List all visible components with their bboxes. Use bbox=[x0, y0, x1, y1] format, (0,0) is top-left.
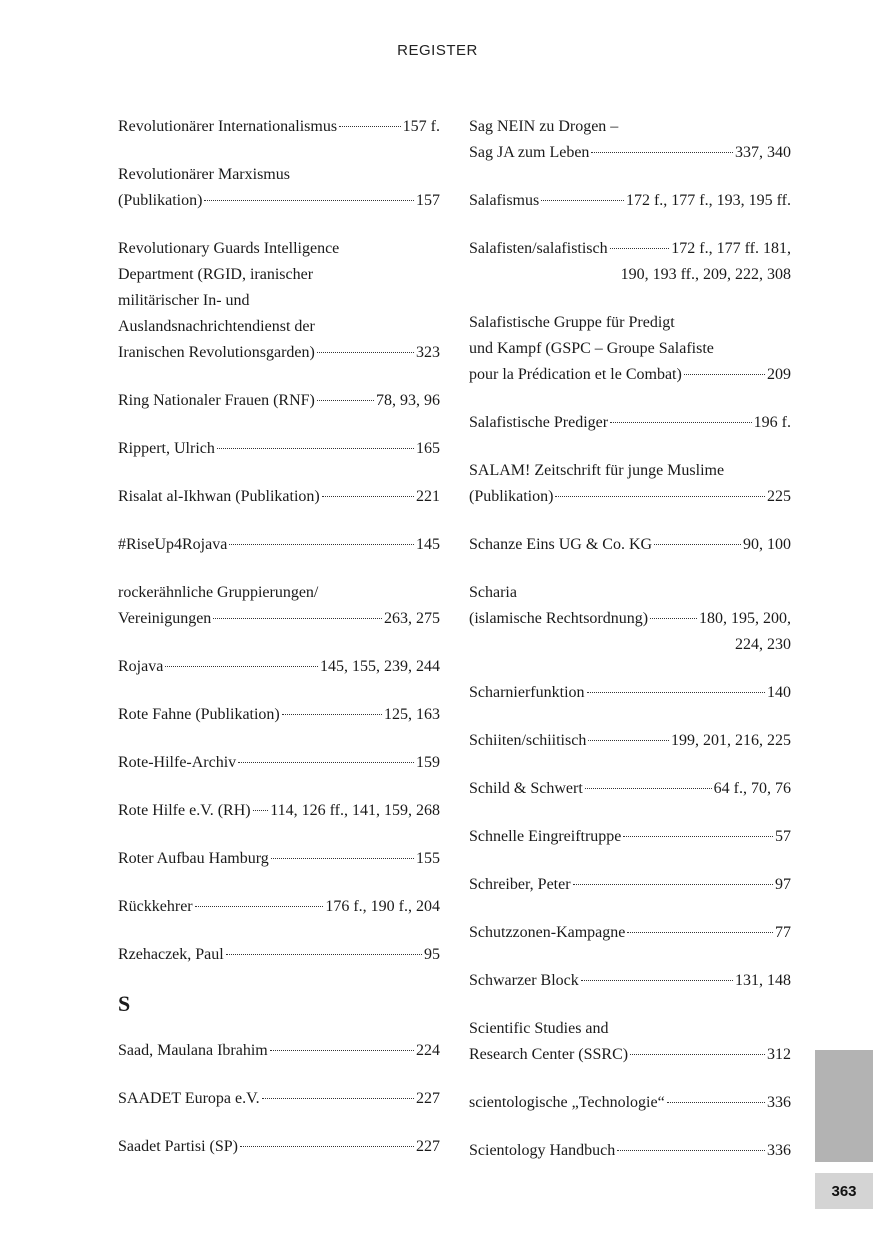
page-references: 336 bbox=[767, 1094, 791, 1111]
index-term: Roter Aufbau Hamburg bbox=[118, 850, 269, 867]
page-references: 165 bbox=[416, 440, 440, 457]
page-references: 227 bbox=[416, 1138, 440, 1155]
index-entry bbox=[118, 798, 440, 824]
dot-leader bbox=[591, 152, 733, 153]
page-references: 172 f., 177 ff. 181, bbox=[671, 240, 791, 257]
page-references: 95 bbox=[424, 946, 440, 963]
dot-leader bbox=[165, 666, 318, 667]
index-term: Schwarzer Block bbox=[469, 972, 579, 989]
index-term-row bbox=[469, 728, 791, 754]
page-references: 97 bbox=[775, 876, 791, 893]
page-references: 125, 163 bbox=[384, 706, 440, 723]
index-term-row bbox=[118, 606, 440, 632]
page-references: 145, 155, 239, 244 bbox=[320, 658, 440, 675]
right-index-column bbox=[469, 114, 791, 1186]
index-term: Vereinigungen bbox=[118, 610, 212, 627]
index-term-line: Revolutionary Guards Intelligence bbox=[118, 240, 340, 257]
index-term-row bbox=[118, 484, 440, 510]
index-term: Scientology Handbuch bbox=[469, 1142, 616, 1159]
index-term: Rückkehrer bbox=[118, 898, 193, 915]
index-entry bbox=[469, 920, 791, 946]
index-entry bbox=[118, 532, 440, 558]
index-entry bbox=[469, 776, 791, 802]
index-term-row bbox=[469, 680, 791, 706]
index-term-row bbox=[118, 798, 440, 824]
page-references: 157 bbox=[416, 192, 440, 209]
dot-leader bbox=[617, 1150, 765, 1151]
index-entry bbox=[469, 236, 791, 288]
index-term: Research Center (SSRC) bbox=[469, 1046, 629, 1063]
dot-leader bbox=[317, 352, 414, 353]
dot-leader bbox=[555, 496, 765, 497]
section-letter: S bbox=[118, 991, 131, 1016]
index-term-row bbox=[118, 532, 440, 558]
dot-leader bbox=[541, 200, 624, 201]
left-index-column bbox=[118, 114, 440, 1182]
index-entry bbox=[469, 1016, 791, 1068]
index-term-row bbox=[469, 776, 791, 802]
dot-leader bbox=[282, 714, 382, 715]
index-term-line: Salafistische Gruppe für Predigt bbox=[469, 314, 675, 331]
page-references: 57 bbox=[775, 828, 791, 845]
index-entry bbox=[469, 188, 791, 214]
index-entry bbox=[469, 114, 791, 166]
dot-leader bbox=[650, 618, 697, 619]
index-term: Rote Hilfe e.V. (RH) bbox=[118, 802, 251, 819]
dot-leader bbox=[213, 618, 382, 619]
index-term: Salafisten/salafistisch bbox=[469, 240, 608, 257]
index-term: Salafismus bbox=[469, 192, 540, 209]
index-entry bbox=[118, 654, 440, 680]
index-term: Rote-Hilfe-Archiv bbox=[118, 754, 237, 771]
dot-leader bbox=[195, 906, 324, 907]
index-term: Schanze Eins UG & Co. KG bbox=[469, 536, 653, 553]
index-term-line: SALAM! Zeitschrift für junge Muslime bbox=[469, 462, 725, 479]
index-entry bbox=[118, 580, 440, 632]
index-term: Revolutionärer Internationalismus bbox=[118, 118, 338, 135]
index-entry bbox=[469, 824, 791, 850]
index-term-line: Revolutionärer Marxismus bbox=[118, 166, 290, 183]
index-term-line: Sag NEIN zu Drogen – bbox=[469, 118, 619, 135]
index-term-row bbox=[469, 236, 791, 262]
index-entry bbox=[118, 1038, 440, 1064]
dot-leader bbox=[339, 126, 401, 127]
index-term: Risalat al-Ikhwan (Publikation) bbox=[118, 488, 320, 505]
index-term-row bbox=[118, 436, 440, 462]
index-term-row bbox=[118, 654, 440, 680]
index-entry bbox=[469, 680, 791, 706]
page-references: 90, 100 bbox=[743, 536, 791, 553]
index-term: Schutzzonen-Kampagne bbox=[469, 924, 626, 941]
index-term: Schild & Schwert bbox=[469, 780, 583, 797]
index-term: Saad, Maulana Ibrahim bbox=[118, 1042, 268, 1059]
index-entry bbox=[469, 532, 791, 558]
page-number: 363 bbox=[815, 1173, 873, 1209]
index-term-row bbox=[118, 114, 440, 140]
index-term-row bbox=[469, 410, 791, 436]
page-references: 140 bbox=[767, 684, 791, 701]
index-term-row bbox=[118, 1086, 440, 1112]
index-term: Rote Fahne (Publikation) bbox=[118, 706, 280, 723]
index-entry bbox=[118, 702, 440, 728]
dot-leader bbox=[238, 762, 414, 763]
index-term-row bbox=[469, 188, 791, 214]
index-term-line: Scientific Studies and bbox=[469, 1020, 609, 1037]
index-term: Scharnierfunktion bbox=[469, 684, 585, 701]
page-references: 263, 275 bbox=[384, 610, 440, 627]
index-term: Rzehaczek, Paul bbox=[118, 946, 224, 963]
page-references: 77 bbox=[775, 924, 791, 941]
page-references: 337, 340 bbox=[735, 144, 791, 161]
index-entry bbox=[118, 942, 440, 968]
dot-leader bbox=[226, 954, 422, 955]
dot-leader bbox=[623, 836, 773, 837]
index-term-row bbox=[118, 388, 440, 414]
index-term: (Publikation) bbox=[469, 488, 554, 505]
page-references: 199, 201, 216, 225 bbox=[671, 732, 791, 749]
page-references: 227 bbox=[416, 1090, 440, 1107]
index-term-row bbox=[469, 362, 791, 388]
index-term-row bbox=[469, 920, 791, 946]
index-term-row bbox=[118, 1134, 440, 1160]
index-term-line: Department (RGID, iranischer bbox=[118, 266, 314, 283]
index-entry bbox=[469, 580, 791, 658]
index-term-row bbox=[469, 140, 791, 166]
index-term: #RiseUp4Rojava bbox=[118, 536, 228, 553]
index-term-row bbox=[118, 188, 440, 214]
index-entry bbox=[469, 1090, 791, 1116]
index-term-row bbox=[469, 532, 791, 558]
page-references: 221 bbox=[416, 488, 440, 505]
index-term-row bbox=[469, 872, 791, 898]
index-term: SAADET Europa e.V. bbox=[118, 1090, 260, 1107]
page-references: 172 f., 177 f., 193, 195 ff. bbox=[625, 192, 791, 209]
index-entry bbox=[118, 236, 440, 366]
dot-leader bbox=[317, 400, 374, 401]
page-references: 176 f., 190 f., 204 bbox=[325, 898, 440, 915]
index-term-row bbox=[118, 750, 440, 776]
dot-leader bbox=[684, 374, 765, 375]
index-term: Schnelle Eingreiftruppe bbox=[469, 828, 622, 845]
index-term: Sag JA zum Leben bbox=[469, 144, 590, 161]
index-term: Rippert, Ulrich bbox=[118, 440, 215, 457]
dot-leader bbox=[667, 1102, 765, 1103]
index-entry bbox=[118, 750, 440, 776]
index-term: pour la Prédication et le Combat) bbox=[469, 366, 682, 383]
dot-leader bbox=[262, 1098, 414, 1099]
index-entry bbox=[469, 968, 791, 994]
index-term-row bbox=[469, 484, 791, 510]
index-term-line: rockerähnliche Gruppierungen/ bbox=[118, 584, 319, 601]
index-entry bbox=[469, 1138, 791, 1164]
dot-leader bbox=[654, 544, 741, 545]
page-references-continued: 224, 230 bbox=[735, 636, 791, 653]
index-term-row bbox=[469, 606, 791, 632]
dot-leader bbox=[610, 422, 752, 423]
dot-leader bbox=[322, 496, 414, 497]
dot-leader bbox=[610, 248, 670, 249]
index-entry bbox=[118, 846, 440, 872]
page-references: 131, 148 bbox=[735, 972, 791, 989]
page-references: 114, 126 ff., 141, 159, 268 bbox=[270, 802, 440, 819]
page-references: 64 f., 70, 76 bbox=[713, 780, 791, 797]
index-term-line: und Kampf (GSPC – Groupe Salafiste bbox=[469, 340, 714, 357]
index-term-row bbox=[118, 942, 440, 968]
index-term-row bbox=[469, 824, 791, 850]
dot-leader bbox=[585, 788, 712, 789]
index-entry bbox=[118, 894, 440, 920]
dot-leader bbox=[253, 810, 269, 811]
dot-leader bbox=[270, 1050, 414, 1051]
index-term-row bbox=[118, 1038, 440, 1064]
index-entry bbox=[118, 1134, 440, 1160]
index-term-row bbox=[118, 702, 440, 728]
index-term: Schiiten/schiitisch bbox=[469, 732, 587, 749]
index-term: Rojava bbox=[118, 658, 164, 675]
page-references: 336 bbox=[767, 1142, 791, 1159]
dot-leader bbox=[229, 544, 414, 545]
dot-leader bbox=[581, 980, 733, 981]
dot-leader bbox=[630, 1054, 765, 1055]
index-entry bbox=[469, 872, 791, 898]
index-entry bbox=[118, 1086, 440, 1112]
index-entry bbox=[469, 310, 791, 388]
index-term: Schreiber, Peter bbox=[469, 876, 571, 893]
index-term-row bbox=[118, 340, 440, 366]
page-references: 323 bbox=[416, 344, 440, 361]
index-entry bbox=[469, 410, 791, 436]
index-entry bbox=[118, 114, 440, 140]
index-term: scientologische „Technologie“ bbox=[469, 1094, 665, 1111]
index-entry bbox=[118, 162, 440, 214]
dot-leader bbox=[588, 740, 669, 741]
page-references: 196 f. bbox=[753, 414, 791, 431]
index-term-row bbox=[118, 846, 440, 872]
page-references: 145 bbox=[416, 536, 440, 553]
index-term-line: Scharia bbox=[469, 584, 517, 601]
index-term-row bbox=[118, 894, 440, 920]
dot-leader bbox=[217, 448, 414, 449]
index-entry bbox=[118, 484, 440, 510]
page-references: 157 f. bbox=[402, 118, 440, 135]
dot-leader bbox=[627, 932, 773, 933]
dot-leader bbox=[204, 200, 414, 201]
index-entry bbox=[469, 458, 791, 510]
page-references: 78, 93, 96 bbox=[376, 392, 440, 409]
index-term: (Publikation) bbox=[118, 192, 203, 209]
index-entry bbox=[118, 436, 440, 462]
index-term: (islamische Rechtsordnung) bbox=[469, 610, 649, 627]
page-references: 209 bbox=[767, 366, 791, 383]
index-term-line: Auslandsnachrichtendienst der bbox=[118, 318, 315, 335]
page-references: 155 bbox=[416, 850, 440, 867]
page-references: 225 bbox=[767, 488, 791, 505]
page-references: 312 bbox=[767, 1046, 791, 1063]
page-references: 224 bbox=[416, 1042, 440, 1059]
dot-leader bbox=[587, 692, 765, 693]
thumb-index-tab bbox=[815, 1050, 873, 1162]
page-references: 159 bbox=[416, 754, 440, 771]
index-term: Saadet Partisi (SP) bbox=[118, 1138, 238, 1155]
index-term-line: militärischer In- und bbox=[118, 292, 250, 309]
dot-leader bbox=[573, 884, 773, 885]
index-term-row bbox=[469, 1138, 791, 1164]
dot-leader bbox=[240, 1146, 414, 1147]
page-references-continued: 190, 193 ff., 209, 222, 308 bbox=[620, 266, 791, 283]
index-term: Iranischen Revolutionsgarden) bbox=[118, 344, 315, 361]
index-term-row bbox=[469, 968, 791, 994]
index-term-row bbox=[469, 1090, 791, 1116]
index-entry bbox=[469, 728, 791, 754]
dot-leader bbox=[271, 858, 414, 859]
index-entry bbox=[118, 388, 440, 414]
page-references: 180, 195, 200, bbox=[699, 610, 791, 627]
index-term: Ring Nationaler Frauen (RNF) bbox=[118, 392, 315, 409]
running-header: REGISTER bbox=[397, 42, 478, 59]
index-term: Salafistische Prediger bbox=[469, 414, 609, 431]
index-term-row bbox=[469, 1042, 791, 1068]
